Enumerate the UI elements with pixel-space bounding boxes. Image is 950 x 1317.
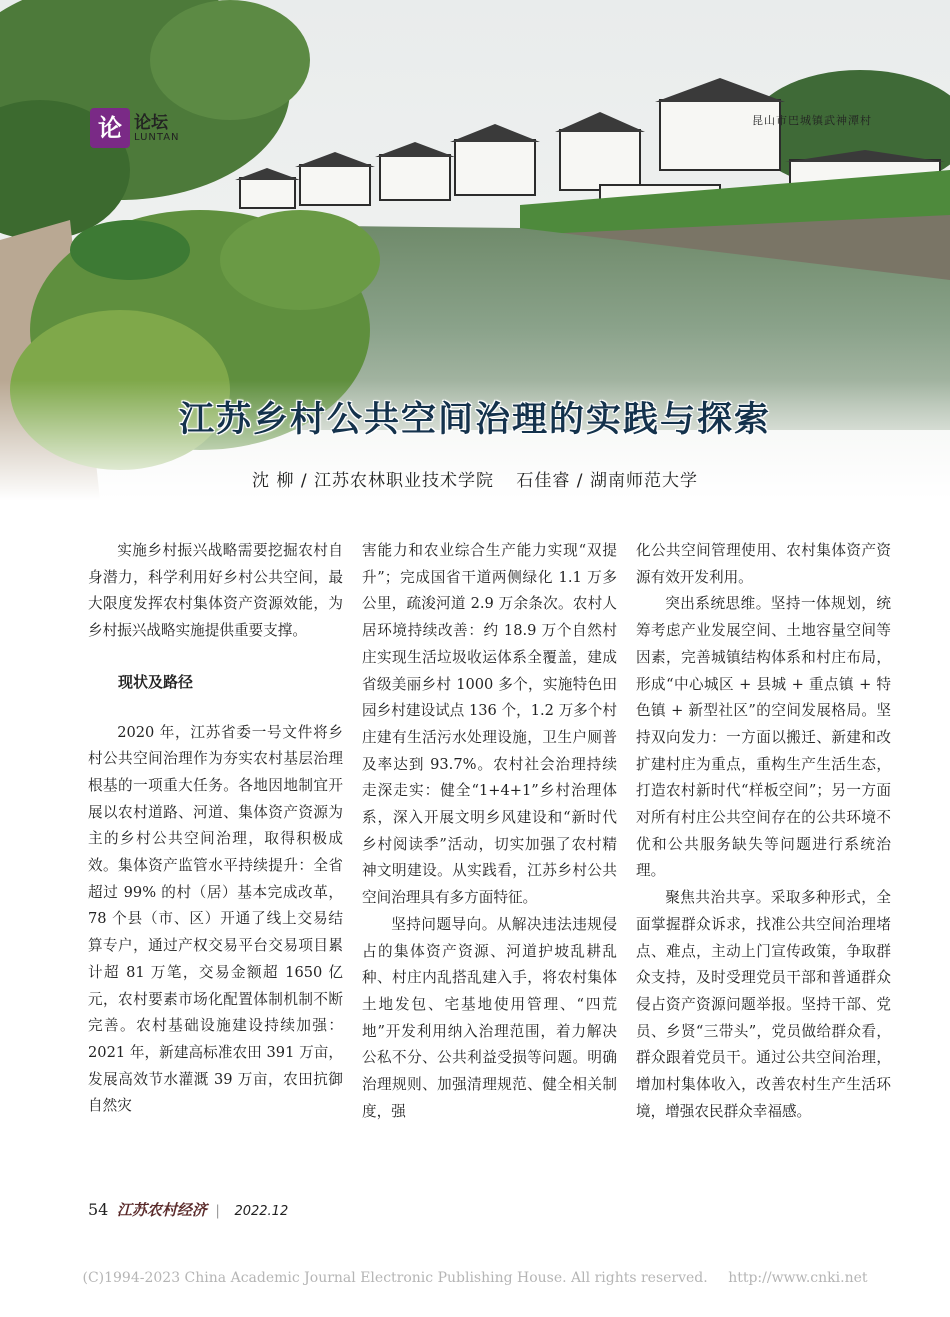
author-1: 沈 柳 / 江苏农林职业技术学院 — [252, 471, 494, 491]
section-logo-icon: 论 — [90, 108, 130, 148]
photo-caption: 昆山市巴城镇武神潭村 — [752, 114, 872, 127]
copyright-line — [0, 1270, 950, 1286]
text-column-2 — [362, 538, 617, 1125]
article-title: 江苏乡村公共空间治理的实践与探索 — [178, 400, 771, 440]
paragraph: 害能力和农业综合生产能力实现“双提升”；完成国省干道两侧绿化 1.1 万多公里，疏浚河道 2.9 万余条次。农村人居环境持续改善：约 18.9 万个自然村庄实现生活垃圾收运体系全覆盖，建成省级美丽乡村 1000 多个，实施特色田园乡村建设试点 136 个，1.2 万多个村庄建有生活污水处理设施，卫生户厕普及率达到 93.7%。农村社会治理持续走深走实：健全“1+4+1”乡村治理体系，深入开展文明乡风建设和“新时代乡村阅读季”活动，切实加强了农村精神文明建设。从实践看，江苏乡村公共空间治理具有多方面特征。 — [362, 542, 617, 907]
paragraph: 2020 年，江苏省委一号文件将乡村公共空间治理作为夯实农村基层治理根基的一项重大任务。各地因地制宜开展以农村道路、河道、集体资产资源为主的乡村公共空间治理，取得积极成效。集体资产监管水平持续提升：全省超过 99% 的村（居）基本完成改革，78 个县（市、区）开通了线上交易结算专户，通过产权交易平台交易项目累计超 81 万笔，交易金额超 1650 亿元，农村要素市场化配置体制机制不断完善。农村基础设施建设持续加强：2021 年，新建高标准农田 391 万亩，发展高效节水灌溉 39 万亩，农田抗御自然灾 — [88, 723, 343, 1115]
section-badge — [90, 106, 210, 150]
paragraph: 坚持问题导向。从解决违法违规侵占的集体资产资源、河道护坡乱耕乱种、村庄内乱搭乱建入手，将农村集体土地发包、宅基地使用管理、“四荒地”开发利用纳入治理范围，着力解决公私不分、公共利益受损等问题。明确治理规则、加强清理规范、健全相关制度，强 — [362, 915, 617, 1120]
paragraph: 化公共空间管理使用、农村集体资产资源有效开发利用。 — [636, 542, 891, 586]
section-heading: 现状及路径 — [118, 672, 194, 691]
issue-number: 2022.12 — [234, 1204, 289, 1219]
paragraph: 聚焦共治共享。采取多种形式，全面掌握群众诉求，找准公共空间治理堵点、难点，主动上门宣传政策，争取群众支持，及时受理党员干部和普通群众侵占资产资源问题举报。坚持干部、党员、乡贤“三带头”，党员做给群众看，群众跟着党员干。通过公共空间治理，增加村集体收入，改善农村生产生活环境，增强农民群众幸福感。 — [636, 889, 891, 1120]
page-number: 54 — [88, 1200, 109, 1219]
paragraph: 实施乡村振兴战略需要挖掘农村自身潜力，科学利用好乡村公共空间，最大限度发挥农村集体资产资源效能，为乡村振兴战略实施提供重要支撑。 — [88, 542, 343, 640]
footer-divider: | — [215, 1203, 220, 1219]
magazine-name: 江苏农村经济 — [116, 1201, 207, 1219]
text-column-1 — [88, 538, 343, 1120]
copyright-notice: (C)1994-2023 China Academic Journal Electronic Publishing House. All rights reserved. — [82, 1270, 708, 1286]
text-column-3 — [636, 538, 891, 1125]
section-title: 论坛 — [134, 113, 168, 133]
author-2: 石佳睿 / 湖南师范大学 — [516, 471, 698, 491]
paragraph: 突出系统思维。坚持一体规划，统筹考虑产业发展空间、土地容量空间等因素，完善城镇结构体系和村庄布局，形成“中心城区 + 县城 + 重点镇 + 特色镇 + 新型社区”的空间发展格局。坚持双向发力：一方面以搬迁、新建和改扩建村庄为重点，重构生产生活生态，打造农村新时代“样板空间”；另一方面对所有村庄公共空间存在的公共环境不优和公共服务缺失等问题进行系统治理。 — [636, 595, 891, 880]
page-footer — [88, 1199, 288, 1220]
copyright-url[interactable]: http://www.cnki.net — [728, 1270, 868, 1286]
section-pinyin: LUNTAN — [134, 132, 180, 143]
byline — [0, 466, 950, 491]
